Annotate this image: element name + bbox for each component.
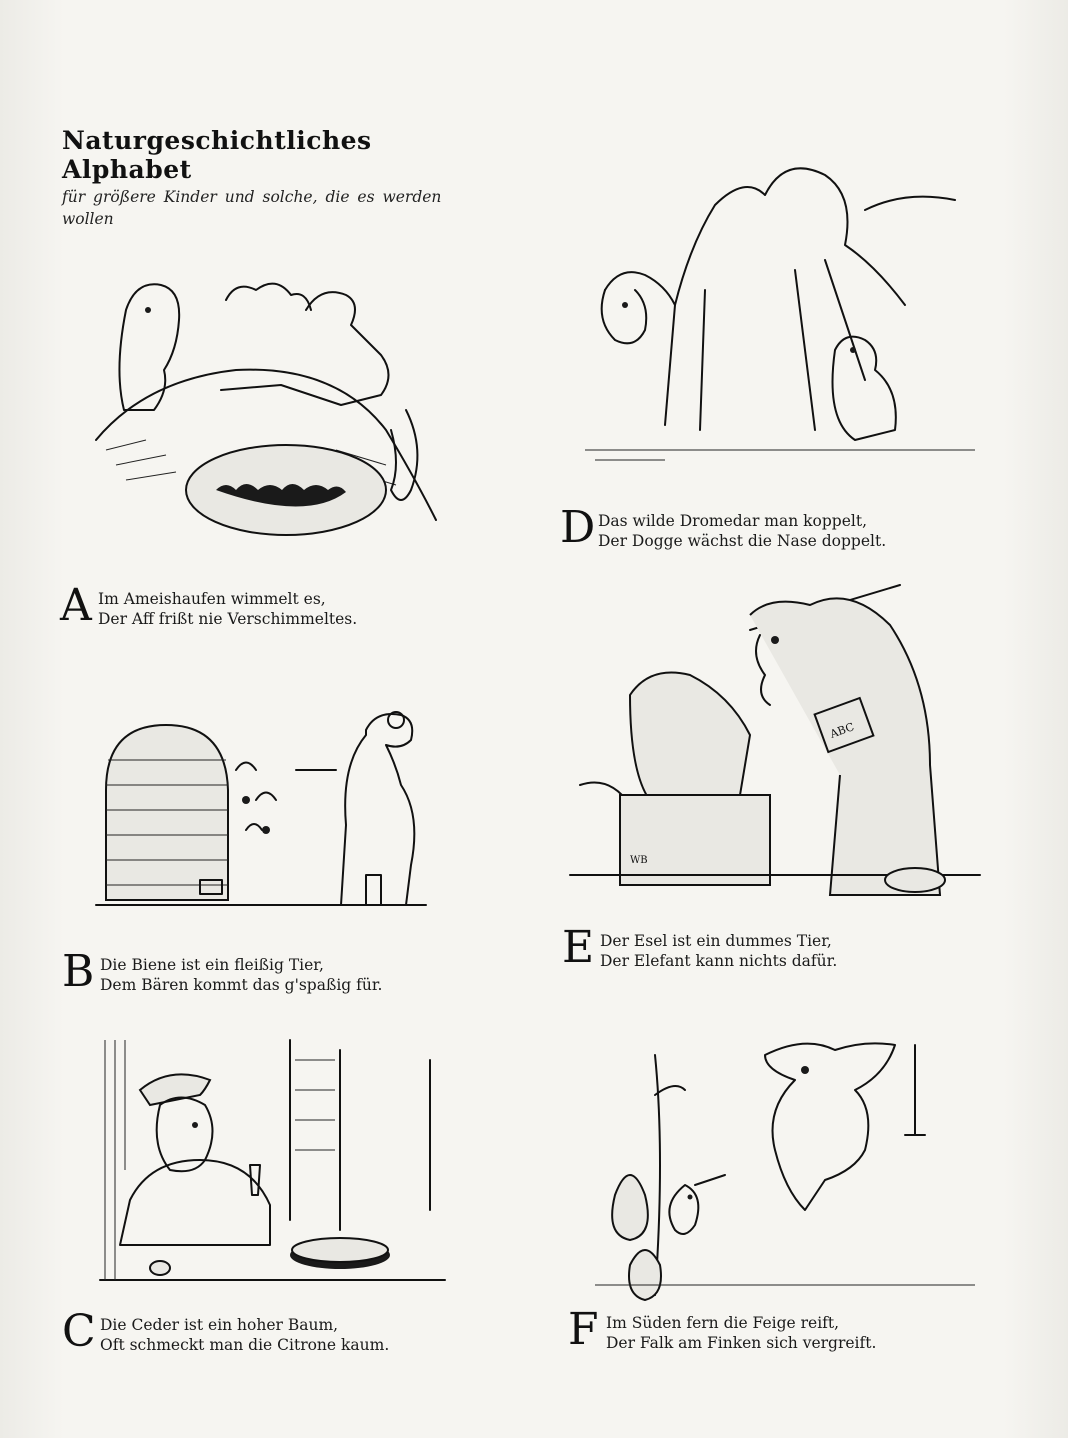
page-subtitle: für größere Kinder und solche, die es werden wollen <box>62 188 442 228</box>
initial-letter: A <box>60 580 92 631</box>
illustration-donkey-elephant <box>570 575 980 895</box>
verse-b <box>62 946 482 1012</box>
verse-line: Im Ameishaufen wimmelt es, <box>98 590 326 608</box>
book-label: ABC <box>828 720 856 741</box>
verse-e <box>562 922 982 988</box>
verse-a <box>60 580 480 646</box>
verse-line: Die Ceder ist ein hoher Baum, <box>100 1316 339 1334</box>
verse-line: Der Dogge wächst die Nase doppelt. <box>598 532 887 550</box>
illustration-falcon-finch-fig <box>595 1025 975 1305</box>
illustration-monkeys-anthill <box>86 250 446 550</box>
verse-line: Oft schmeckt man die Citrone kaum. <box>100 1336 390 1354</box>
illustration-bees-bear <box>96 690 446 920</box>
verse-c <box>62 1306 482 1372</box>
initial-letter: F <box>568 1304 599 1355</box>
illustration-man-cedar <box>100 1030 445 1305</box>
verse-d <box>560 502 980 568</box>
verse-line: Die Biene ist ein fleißig Tier, <box>100 956 324 974</box>
page-title: Naturgeschichtliches Alphabet <box>62 126 372 184</box>
verse-line: Dem Bären kommt das g'spaßig für. <box>100 976 383 994</box>
verse-line: Der Aff frißt nie Verschimmeltes. <box>98 610 358 628</box>
verse-line: Im Süden fern die Feige reift, <box>606 1314 840 1332</box>
verse-line: Das wilde Dromedar man koppelt, <box>598 512 867 530</box>
initial-letter: C <box>62 1306 96 1357</box>
initial-letter: B <box>62 946 95 997</box>
illustration-dromedary-dog <box>585 150 975 470</box>
verse-line: Der Elefant kann nichts dafür. <box>600 952 838 970</box>
signature: WB <box>630 855 648 866</box>
verse-line: Der Falk am Finken sich vergreift. <box>606 1334 877 1352</box>
verse-line: Der Esel ist ein dummes Tier, <box>600 932 832 950</box>
verse-f <box>568 1304 988 1370</box>
initial-letter: D <box>560 502 596 553</box>
initial-letter: E <box>562 922 595 973</box>
